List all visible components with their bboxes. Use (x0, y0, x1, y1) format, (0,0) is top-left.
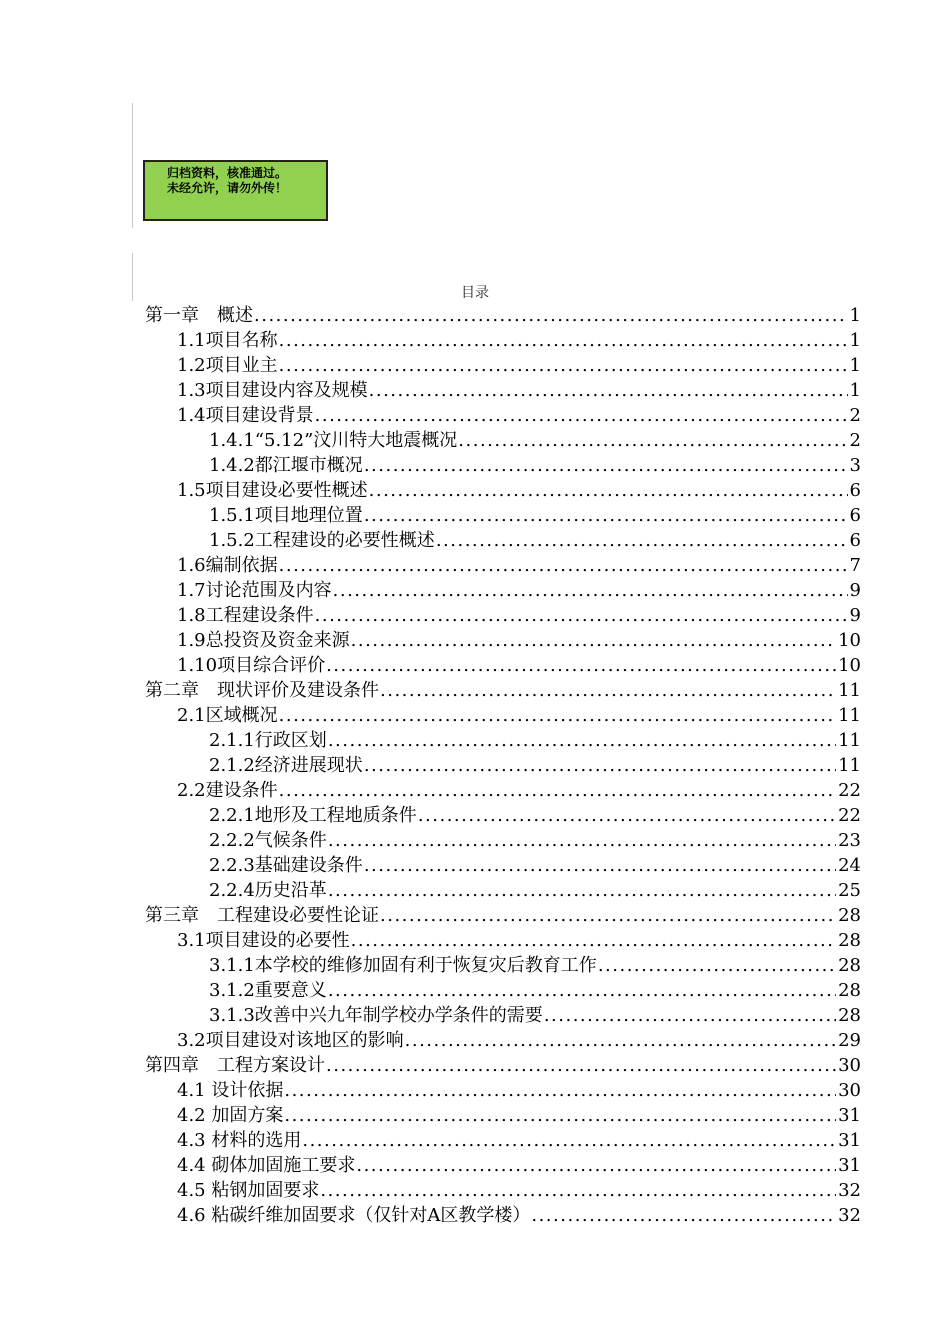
toc-dot-leader (363, 503, 848, 528)
margin-line-top (132, 103, 133, 228)
toc-entry[interactable] (145, 1003, 861, 1028)
toc-page-number: 11 (838, 705, 861, 726)
toc-entry[interactable] (145, 328, 861, 353)
toc-dot-leader (278, 553, 848, 578)
toc-entry-title: 1.10项目综合评价 (177, 655, 326, 676)
toc-page-number: 10 (838, 655, 861, 676)
toc-entry[interactable] (145, 928, 861, 953)
toc-entry-title: 2.1.1行政区划 (209, 730, 327, 751)
toc-entry[interactable] (145, 1203, 861, 1228)
toc-dot-leader (457, 428, 847, 453)
toc-entry[interactable] (145, 628, 861, 653)
toc-dot-leader (327, 878, 836, 903)
toc-entry[interactable] (145, 603, 861, 628)
toc-page-number: 32 (838, 1205, 861, 1226)
toc-dot-leader (283, 1103, 836, 1128)
toc-entry-title: 1.3项目建设内容及规模 (177, 380, 368, 401)
toc-entry-title: 2.2建设条件 (177, 780, 278, 801)
toc-dot-leader (435, 528, 848, 553)
toc-entry-title: 1.1项目名称 (177, 330, 278, 351)
toc-entry[interactable] (145, 978, 861, 1003)
toc-dot-leader (597, 953, 836, 978)
toc-page-number: 9 (849, 605, 861, 626)
toc-dot-leader (325, 1053, 836, 1078)
toc-entry[interactable] (145, 728, 861, 753)
toc-entry[interactable] (145, 453, 861, 478)
toc-entry-title: 3.1.1本学校的维修加固有利于恢复灾后教育工作 (209, 955, 597, 976)
toc-page-number: 6 (849, 530, 861, 551)
toc-entry[interactable] (145, 378, 861, 403)
toc-page-number: 11 (838, 730, 861, 751)
toc-entry-title: 2.2.1地形及工程地质条件 (209, 805, 417, 826)
toc-dot-leader (379, 678, 836, 703)
toc-page-number: 7 (849, 555, 861, 576)
toc-entry-title: 2.1区域概况 (177, 705, 278, 726)
toc-entry-title: 第四章 工程方案设计 (145, 1055, 325, 1076)
toc-entry[interactable] (145, 1103, 861, 1128)
toc-entry-title: 4.6 粘碳纤维加固要求（仅针对A区教学楼） (177, 1205, 531, 1226)
toc-entry[interactable] (145, 878, 861, 903)
toc-dot-leader (314, 403, 848, 428)
toc-entry-title: 3.1项目建设的必要性 (177, 930, 350, 951)
toc-page-number: 31 (838, 1105, 861, 1126)
toc-title: 目录 (461, 285, 489, 301)
toc-entry[interactable] (145, 1078, 861, 1103)
toc-page-number: 9 (849, 580, 861, 601)
toc-entry-title: 1.4项目建设背景 (177, 405, 314, 426)
toc-page-number: 29 (838, 1030, 861, 1051)
toc-entry[interactable] (145, 903, 861, 928)
toc-entry[interactable] (145, 553, 861, 578)
toc-entry-title: 1.5项目建设必要性概述 (177, 480, 368, 501)
toc-entry-title: 1.6编制依据 (177, 555, 278, 576)
toc-entry-title: 2.2.4历史沿革 (209, 880, 327, 901)
toc-page-number: 1 (849, 330, 861, 351)
toc-page-number: 11 (838, 680, 861, 701)
toc-entry-title: 3.2项目建设对该地区的影响 (177, 1030, 404, 1051)
toc-entry[interactable] (145, 578, 861, 603)
toc-entry[interactable] (145, 953, 861, 978)
toc-page-number: 28 (838, 905, 861, 926)
toc-page-number: 32 (838, 1180, 861, 1201)
toc-page-number: 2 (849, 430, 861, 451)
toc-page-number: 22 (838, 780, 861, 801)
toc-entry-title: 2.2.3基础建设条件 (209, 855, 363, 876)
toc-entry[interactable] (145, 1153, 861, 1178)
stamp-line-1: 归档资料，核准通过。 (167, 166, 288, 180)
toc-entry[interactable] (145, 353, 861, 378)
toc-page-number: 6 (849, 480, 861, 501)
toc-entry-title: 1.9总投资及资金来源 (177, 630, 350, 651)
toc-dot-leader (253, 303, 848, 328)
toc-page-number: 30 (838, 1080, 861, 1101)
toc-dot-leader (327, 978, 836, 1003)
toc-entry-title: 1.4.2都江堰市概况 (209, 455, 363, 476)
toc-dot-leader (363, 853, 836, 878)
toc-entry-title: 1.5.1项目地理位置 (209, 505, 363, 526)
toc-dot-leader (278, 703, 836, 728)
toc-dot-leader (350, 928, 836, 953)
toc-dot-leader (417, 803, 836, 828)
toc-page-number: 23 (838, 830, 861, 851)
toc-dot-leader (379, 903, 836, 928)
toc-entry[interactable] (145, 403, 861, 428)
toc-dot-leader (278, 353, 848, 378)
archive-stamp (143, 160, 328, 221)
toc-dot-leader (319, 1178, 836, 1203)
toc-entry[interactable] (145, 803, 861, 828)
toc-entry-title: 3.1.3改善中兴九年制学校办学条件的需要 (209, 1005, 543, 1026)
toc-dot-leader (368, 378, 848, 403)
toc-entry[interactable] (145, 828, 861, 853)
toc-entry-title: 4.5 粘钢加固要求 (177, 1180, 320, 1201)
toc-entry[interactable] (145, 753, 861, 778)
toc-entry[interactable] (145, 1028, 861, 1053)
toc-dot-leader (368, 478, 848, 503)
toc-page-number: 22 (838, 805, 861, 826)
toc-page-number: 11 (838, 755, 861, 776)
toc-page-number: 6 (849, 505, 861, 526)
toc-entry[interactable] (145, 678, 861, 703)
toc-page-number: 28 (838, 1005, 861, 1026)
toc-entry[interactable] (145, 703, 861, 728)
toc-entry-title: 4.4 砌体加固施工要求 (177, 1155, 356, 1176)
toc-page-number: 31 (838, 1130, 861, 1151)
toc-entry[interactable] (145, 428, 861, 453)
toc-entry-title: 4.2 加固方案 (177, 1105, 284, 1126)
toc-dot-leader (363, 753, 836, 778)
toc-entry-title: 3.1.2重要意义 (209, 980, 327, 1001)
toc-page-number: 25 (838, 880, 861, 901)
toc-entry-title: 1.8工程建设条件 (177, 605, 314, 626)
toc-page-number: 1 (849, 380, 861, 401)
toc-page-number: 28 (838, 930, 861, 951)
toc-page-number: 2 (849, 405, 861, 426)
toc-entry-title: 第一章 概述 (145, 305, 253, 326)
toc-dot-leader (327, 728, 836, 753)
toc-entry[interactable] (145, 478, 861, 503)
toc-entry-title: 1.4.1“5.12”汶川特大地震概况 (209, 430, 458, 451)
toc-dot-leader (301, 1128, 836, 1153)
toc-entry-title: 1.2项目业主 (177, 355, 278, 376)
toc-dot-leader (530, 1203, 836, 1228)
toc-page-number: 31 (838, 1155, 861, 1176)
toc-entry[interactable] (145, 303, 861, 328)
toc-entry[interactable] (145, 1053, 861, 1078)
toc-dot-leader (283, 1078, 836, 1103)
toc-page-number: 1 (849, 355, 861, 376)
toc-entry-title: 1.5.2工程建设的必要性概述 (209, 530, 435, 551)
toc-dot-leader (363, 453, 848, 478)
toc-page-number: 10 (838, 630, 861, 651)
toc-entry-title: 2.2.2气候条件 (209, 830, 327, 851)
toc-entry-title: 4.3 材料的选用 (177, 1130, 302, 1151)
toc-page-number: 1 (849, 305, 861, 326)
toc-dot-leader (355, 1153, 836, 1178)
toc-dot-leader (314, 603, 848, 628)
toc-entry-title: 4.1 设计依据 (177, 1080, 284, 1101)
toc-entry-title: 第二章 现状评价及建设条件 (145, 680, 379, 701)
table-of-contents (145, 303, 861, 1228)
toc-dot-leader (350, 628, 836, 653)
toc-entry[interactable] (145, 503, 861, 528)
toc-entry[interactable] (145, 528, 861, 553)
toc-page-number: 24 (838, 855, 861, 876)
toc-entry-title: 第三章 工程建设必要性论证 (145, 905, 379, 926)
toc-dot-leader (332, 578, 848, 603)
toc-dot-leader (327, 828, 836, 853)
toc-entry-title: 2.1.2经济进展现状 (209, 755, 363, 776)
toc-entry[interactable] (145, 1128, 861, 1153)
toc-dot-leader (278, 328, 848, 353)
toc-entry[interactable] (145, 778, 861, 803)
toc-entry[interactable] (145, 1178, 861, 1203)
toc-dot-leader (543, 1003, 836, 1028)
toc-entry-title: 1.7讨论范围及内容 (177, 580, 332, 601)
stamp-line-2: 未经允许，请勿外传！ (167, 181, 288, 195)
toc-page-number: 28 (838, 955, 861, 976)
toc-entry[interactable] (145, 853, 861, 878)
toc-page-number: 28 (838, 980, 861, 1001)
toc-page-number: 3 (849, 455, 861, 476)
toc-dot-leader (404, 1028, 836, 1053)
toc-page-number: 30 (838, 1055, 861, 1076)
toc-dot-leader (325, 653, 836, 678)
toc-entry[interactable] (145, 653, 861, 678)
toc-dot-leader (278, 778, 836, 803)
